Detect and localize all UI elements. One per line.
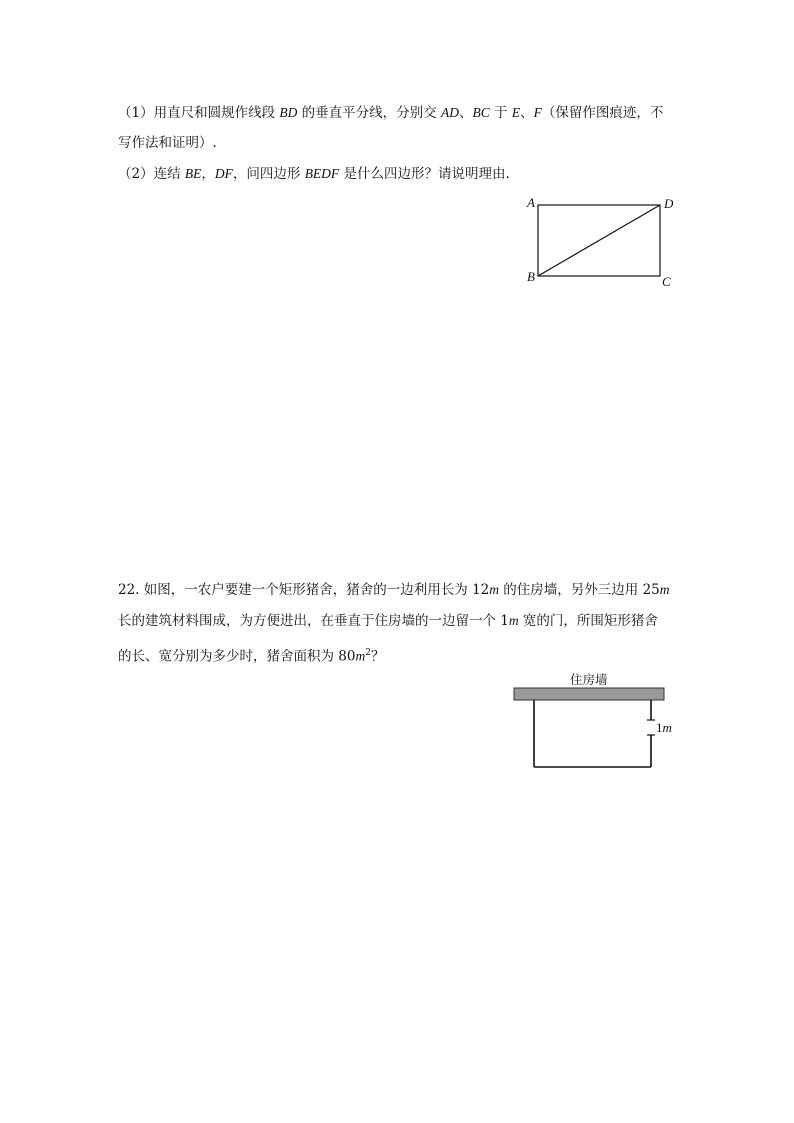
q21-part1-line2: 写作法和证明）.	[118, 135, 217, 151]
label-a: A	[527, 195, 535, 210]
q22-line3: 的长、宽分别为多少时，猪舍面积为 $80m^2$？	[118, 648, 385, 665]
q21-part2: （2）连结 BE，DF，问四边形 BEDF 是什么四边形？请说明理由.	[118, 166, 510, 182]
pigsty-figure	[510, 685, 670, 775]
seg-bd: BD	[279, 105, 298, 120]
door-width-label: 1m	[656, 720, 672, 735]
q22-line1: 22. 如图，一农户要建一个矩形猪舍，猪舍的一边利用长为 12m 的住房墙，另外三边用 25m	[118, 582, 670, 598]
rectangle-abcd-figure	[520, 195, 680, 295]
wall-label: 住房墙	[570, 672, 608, 687]
label-c: C	[662, 274, 671, 289]
label-d: D	[664, 196, 674, 211]
q22-line2: 长的建筑材料围成，为方便进出，在垂直于住房墙的一边留一个 1m 宽的门，所围矩形猪舍	[118, 613, 658, 629]
diagonal-bd	[538, 205, 660, 276]
label-b: B	[527, 269, 535, 284]
q21-part1-line1: （1）用直尺和圆规作线段 BD 的垂直平分线，分别交 AD、BC 于 E、F（保留作图痕迹，不	[118, 105, 664, 121]
house-wall	[514, 688, 664, 700]
